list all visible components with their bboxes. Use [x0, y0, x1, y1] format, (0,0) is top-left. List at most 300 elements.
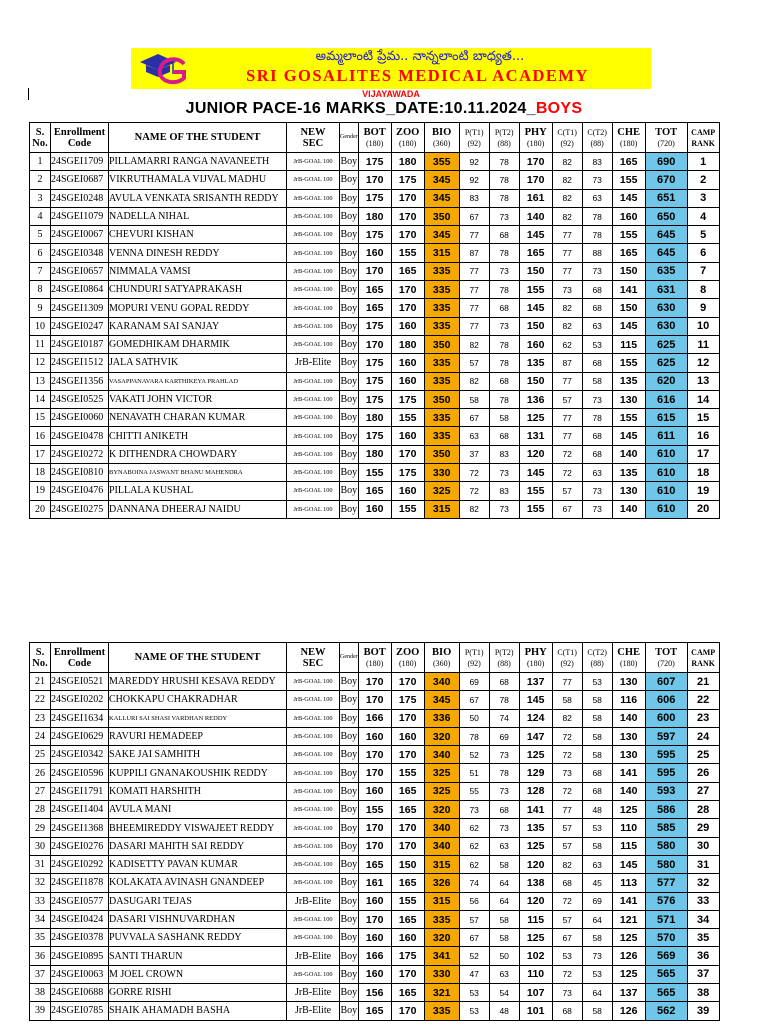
che-marks: 125	[612, 965, 645, 983]
chemistry-t2: 78	[582, 226, 612, 244]
physics-t1: 57	[459, 910, 489, 928]
camp-rank: 31	[687, 855, 719, 873]
student-name: GORRE RISHI	[109, 984, 287, 1002]
physics-t2: 69	[489, 727, 519, 745]
bio-marks: 330	[424, 464, 459, 482]
col-header-sno	[30, 643, 51, 673]
academy-name: SRI GOSALITES MEDICAL ACADEMY	[246, 66, 589, 85]
physics-t1: 77	[459, 317, 489, 335]
camp-rank: 8	[687, 281, 719, 299]
student-name: NENAVATH CHARAN KUMAR	[109, 409, 287, 427]
chemistry-t2: 63	[582, 189, 612, 207]
row-sno: 35	[30, 929, 51, 947]
enrollment-code: 24SGEI1309	[51, 299, 109, 317]
enrollment-code: 24SGEI0292	[51, 855, 109, 873]
row-sno: 3	[30, 189, 51, 207]
bot-marks: 160	[358, 965, 391, 983]
chemistry-t1: 82	[552, 855, 582, 873]
section: JrB-GOAL 100	[287, 910, 340, 928]
col-header-ct1	[552, 123, 582, 153]
student-name: BYNABOINA JASWANT BHANU MAHENDRA	[109, 464, 287, 482]
physics-t2: 78	[489, 764, 519, 782]
col-header-sno	[30, 123, 51, 153]
student-name: AVULA MANI	[109, 801, 287, 819]
row-sno: 16	[30, 427, 51, 445]
table-row	[30, 226, 720, 244]
enrollment-code: 24SGEI0577	[51, 892, 109, 910]
chemistry-t1: 77	[552, 427, 582, 445]
col-header-tot	[645, 123, 687, 153]
zoo-marks: 175	[391, 464, 424, 482]
physics-t2: 58	[489, 855, 519, 873]
chemistry-t1: 72	[552, 727, 582, 745]
zoo-marks: 170	[391, 709, 424, 727]
col-header-pt1	[459, 643, 489, 673]
section: JrB-GOAL 100	[287, 153, 340, 171]
section: JrB-Elite	[287, 984, 340, 1002]
camp-rank: 34	[687, 910, 719, 928]
col-header-pt2	[489, 643, 519, 673]
gender: Boy	[340, 464, 359, 482]
title-main: JUNIOR PACE-16 MARKS_DATE:10.11.2024_	[185, 100, 536, 117]
row-sno: 28	[30, 801, 51, 819]
camp-rank: 9	[687, 299, 719, 317]
gender: Boy	[340, 372, 359, 390]
col-header-bot-label: BOT	[363, 646, 386, 658]
enrollment-code: 24SGEI1079	[51, 207, 109, 225]
col-header-che-max: (180)	[620, 658, 638, 668]
table-row	[30, 892, 720, 910]
col-header-sno-max: No.	[32, 657, 48, 669]
student-name: SHAIK AHAMADH BASHA	[109, 1002, 287, 1020]
total-marks: 645	[645, 244, 687, 262]
section: JrB-GOAL 100	[287, 764, 340, 782]
col-header-zoo-max: (180)	[399, 138, 417, 148]
row-sno: 36	[30, 947, 51, 965]
chemistry-t1: 73	[552, 281, 582, 299]
student-name: CHEVURI KISHAN	[109, 226, 287, 244]
enrollment-code: 24SGEI0810	[51, 464, 109, 482]
col-header-camp-rank	[687, 643, 719, 673]
student-name: SANTI THARUN	[109, 947, 287, 965]
camp-rank: 5	[687, 226, 719, 244]
col-header-che-label: CHE	[617, 126, 641, 138]
gender: Boy	[340, 482, 359, 500]
bio-marks: 325	[424, 764, 459, 782]
table-row	[30, 500, 720, 518]
bot-marks: 155	[358, 801, 391, 819]
col-header-che	[612, 643, 645, 673]
table-row	[30, 910, 720, 928]
col-header-name-label: NAME OF THE STUDENT	[134, 652, 261, 663]
enrollment-code: 24SGEI0378	[51, 929, 109, 947]
bot-marks: 175	[358, 153, 391, 171]
col-header-ct2-max: (88)	[590, 658, 604, 668]
physics-t2: 78	[489, 335, 519, 353]
col-header-che-label: CHE	[617, 646, 641, 658]
bot-marks: 156	[358, 984, 391, 1002]
bot-marks: 160	[358, 929, 391, 947]
bio-marks: 355	[424, 153, 459, 171]
section: JrB-GOAL 100	[287, 801, 340, 819]
physics-t2: 58	[489, 929, 519, 947]
total-marks: 625	[645, 354, 687, 372]
zoo-marks: 170	[391, 837, 424, 855]
phy-marks: 102	[519, 947, 552, 965]
bio-marks: 350	[424, 207, 459, 225]
section: JrB-GOAL 100	[287, 782, 340, 800]
chemistry-t2: 53	[582, 673, 612, 691]
phy-marks: 136	[519, 390, 552, 408]
camp-rank: 4	[687, 207, 719, 225]
total-marks: 577	[645, 874, 687, 892]
chemistry-t2: 78	[582, 409, 612, 427]
camp-rank: 18	[687, 464, 719, 482]
phy-marks: 125	[519, 837, 552, 855]
phy-marks: 137	[519, 673, 552, 691]
row-sno: 32	[30, 874, 51, 892]
row-sno: 2	[30, 171, 51, 189]
zoo-marks: 155	[391, 244, 424, 262]
enrollment-code: 24SGEI0276	[51, 837, 109, 855]
bot-marks: 175	[358, 354, 391, 372]
table-row	[30, 409, 720, 427]
col-header-ct1	[552, 643, 582, 673]
phy-marks: 170	[519, 171, 552, 189]
student-name: VASAPPANAVARA KARTHIKEYA PRAHLAD	[109, 372, 287, 390]
chemistry-t1: 77	[552, 226, 582, 244]
student-name: PUVVALA SASHANK REDDY	[109, 929, 287, 947]
table-row	[30, 482, 720, 500]
chemistry-t2: 53	[582, 335, 612, 353]
camp-rank: 11	[687, 335, 719, 353]
chemistry-t1: 72	[552, 892, 582, 910]
physics-t2: 68	[489, 372, 519, 390]
camp-rank: 22	[687, 691, 719, 709]
col-header-pt1-max: (92)	[467, 658, 481, 668]
physics-t1: 74	[459, 874, 489, 892]
col-header-che	[612, 123, 645, 153]
col-header-sec-max: SEC	[302, 657, 324, 669]
phy-marks: 170	[519, 153, 552, 171]
che-marks: 155	[612, 171, 645, 189]
phy-marks: 128	[519, 782, 552, 800]
bot-marks: 170	[358, 746, 391, 764]
bot-marks: 170	[358, 764, 391, 782]
col-header-gender-label: Gender	[340, 134, 358, 140]
section: JrB-GOAL 100	[287, 929, 340, 947]
student-name: BHEEMIREDDY VISWAJEET REDDY	[109, 819, 287, 837]
chemistry-t1: 67	[552, 929, 582, 947]
physics-t1: 53	[459, 984, 489, 1002]
physics-t1: 77	[459, 226, 489, 244]
bio-marks: 335	[424, 281, 459, 299]
physics-t2: 74	[489, 709, 519, 727]
section: JrB-GOAL 100	[287, 409, 340, 427]
chemistry-t1: 82	[552, 299, 582, 317]
bio-marks: 335	[424, 317, 459, 335]
enrollment-code: 24SGEI0476	[51, 482, 109, 500]
zoo-marks: 165	[391, 984, 424, 1002]
chemistry-t2: 58	[582, 929, 612, 947]
student-name: NADELLA NIHAL	[109, 207, 287, 225]
col-header-phy	[519, 123, 552, 153]
academy-logo-icon	[138, 50, 188, 88]
total-marks: 570	[645, 929, 687, 947]
chemistry-t2: 58	[582, 709, 612, 727]
camp-rank: 17	[687, 445, 719, 463]
section: JrB-GOAL 100	[287, 691, 340, 709]
chemistry-t2: 73	[582, 947, 612, 965]
physics-t1: 77	[459, 262, 489, 280]
physics-t2: 68	[489, 299, 519, 317]
physics-t1: 72	[459, 464, 489, 482]
marks-table-2	[29, 642, 720, 1021]
camp-rank: 7	[687, 262, 719, 280]
bot-marks: 180	[358, 409, 391, 427]
phy-marks: 155	[519, 500, 552, 518]
che-marks: 145	[612, 189, 645, 207]
section: JrB-GOAL 100	[287, 226, 340, 244]
zoo-marks: 170	[391, 189, 424, 207]
camp-rank: 32	[687, 874, 719, 892]
camp-rank: 6	[687, 244, 719, 262]
table-row	[30, 335, 720, 353]
col-header-sec	[287, 643, 340, 673]
physics-t1: 82	[459, 335, 489, 353]
text-cursor	[28, 88, 29, 100]
che-marks: 155	[612, 226, 645, 244]
gender: Boy	[340, 855, 359, 873]
table-row	[30, 189, 720, 207]
camp-rank: 29	[687, 819, 719, 837]
total-marks: 650	[645, 207, 687, 225]
bio-marks: 345	[424, 171, 459, 189]
total-marks: 616	[645, 390, 687, 408]
che-marks: 141	[612, 892, 645, 910]
physics-t2: 50	[489, 947, 519, 965]
gender: Boy	[340, 281, 359, 299]
table-row	[30, 281, 720, 299]
bot-marks: 160	[358, 500, 391, 518]
enrollment-code: 24SGEI0424	[51, 910, 109, 928]
enrollment-code: 24SGEI0629	[51, 727, 109, 745]
col-header-bio-max: (360)	[433, 138, 451, 148]
col-header-enrollment-label: Enrollment	[53, 646, 106, 658]
gender: Boy	[340, 709, 359, 727]
col-header-enrollment	[51, 643, 109, 673]
phy-marks: 155	[519, 482, 552, 500]
total-marks: 630	[645, 317, 687, 335]
enrollment-code: 24SGEI1791	[51, 782, 109, 800]
che-marks: 130	[612, 673, 645, 691]
row-sno: 38	[30, 984, 51, 1002]
table-row	[30, 709, 720, 727]
chemistry-t1: 82	[552, 189, 582, 207]
col-header-enrollment	[51, 123, 109, 153]
table-row	[30, 372, 720, 390]
phy-marks: 145	[519, 464, 552, 482]
physics-t1: 82	[459, 372, 489, 390]
phy-marks: 145	[519, 299, 552, 317]
table-row	[30, 965, 720, 983]
col-header-tot	[645, 643, 687, 673]
camp-rank: 39	[687, 1002, 719, 1020]
phy-marks: 129	[519, 764, 552, 782]
chemistry-t1: 72	[552, 445, 582, 463]
che-marks: 141	[612, 281, 645, 299]
section: JrB-GOAL 100	[287, 855, 340, 873]
camp-rank: 26	[687, 764, 719, 782]
total-marks: 576	[645, 892, 687, 910]
row-sno: 15	[30, 409, 51, 427]
row-sno: 21	[30, 673, 51, 691]
chemistry-t2: 78	[582, 207, 612, 225]
row-sno: 29	[30, 819, 51, 837]
bio-marks: 315	[424, 855, 459, 873]
enrollment-code: 24SGEI0521	[51, 673, 109, 691]
zoo-marks: 160	[391, 929, 424, 947]
chemistry-t2: 68	[582, 427, 612, 445]
phy-marks: 150	[519, 317, 552, 335]
table-row	[30, 317, 720, 335]
bot-marks: 160	[358, 782, 391, 800]
bot-marks: 166	[358, 947, 391, 965]
bot-marks: 170	[358, 837, 391, 855]
chemistry-t2: 83	[582, 153, 612, 171]
student-name: K DITHENDRA CHOWDARY	[109, 445, 287, 463]
col-header-camp-rank-label: CAMP	[691, 127, 716, 137]
col-header-che-max: (180)	[620, 138, 638, 148]
gender: Boy	[340, 226, 359, 244]
physics-t2: 64	[489, 892, 519, 910]
bot-marks: 175	[358, 390, 391, 408]
physics-t2: 78	[489, 153, 519, 171]
row-sno: 37	[30, 965, 51, 983]
col-header-pt2-label: P(T2)	[494, 127, 514, 137]
section: JrB-GOAL 100	[287, 500, 340, 518]
zoo-marks: 170	[391, 226, 424, 244]
row-sno: 13	[30, 372, 51, 390]
table-row	[30, 819, 720, 837]
camp-rank: 16	[687, 427, 719, 445]
student-name: KADISETTY PAVAN KUMAR	[109, 855, 287, 873]
che-marks: 155	[612, 354, 645, 372]
physics-t1: 92	[459, 171, 489, 189]
phy-marks: 155	[519, 281, 552, 299]
physics-t1: 62	[459, 819, 489, 837]
physics-t2: 58	[489, 910, 519, 928]
total-marks: 580	[645, 837, 687, 855]
total-marks: 565	[645, 965, 687, 983]
col-header-tot-max: (720)	[657, 658, 675, 668]
bio-marks: 315	[424, 244, 459, 262]
bio-marks: 315	[424, 500, 459, 518]
chemistry-t1: 72	[552, 965, 582, 983]
chemistry-t2: 45	[582, 874, 612, 892]
zoo-marks: 160	[391, 317, 424, 335]
gender: Boy	[340, 354, 359, 372]
col-header-phy-label: PHY	[524, 646, 547, 658]
zoo-marks: 175	[391, 171, 424, 189]
camp-rank: 10	[687, 317, 719, 335]
enrollment-code: 24SGEI1512	[51, 354, 109, 372]
student-name: DASUGARI TEJAS	[109, 892, 287, 910]
che-marks: 140	[612, 782, 645, 800]
col-header-phy-max: (180)	[527, 658, 545, 668]
che-marks: 115	[612, 335, 645, 353]
row-sno: 12	[30, 354, 51, 372]
section: JrB-GOAL 100	[287, 837, 340, 855]
section: JrB-GOAL 100	[287, 874, 340, 892]
physics-t1: 52	[459, 947, 489, 965]
zoo-marks: 155	[391, 500, 424, 518]
bio-marks: 345	[424, 226, 459, 244]
bot-marks: 180	[358, 445, 391, 463]
col-header-sec-label: NEW	[300, 126, 326, 138]
physics-t2: 78	[489, 390, 519, 408]
col-header-gender	[340, 123, 359, 153]
col-header-gender-label: Gender	[340, 654, 358, 660]
col-header-name	[109, 123, 287, 153]
camp-rank: 38	[687, 984, 719, 1002]
phy-marks: 124	[519, 709, 552, 727]
table-row	[30, 354, 720, 372]
bot-marks: 170	[358, 910, 391, 928]
enrollment-code: 24SGEI0348	[51, 244, 109, 262]
total-marks: 565	[645, 984, 687, 1002]
chemistry-t2: 58	[582, 727, 612, 745]
gender: Boy	[340, 390, 359, 408]
enrollment-code: 24SGEI1709	[51, 153, 109, 171]
bot-marks: 160	[358, 244, 391, 262]
gender: Boy	[340, 727, 359, 745]
col-header-name-label: NAME OF THE STUDENT	[134, 132, 261, 143]
camp-rank: 28	[687, 801, 719, 819]
section: JrB-GOAL 100	[287, 390, 340, 408]
che-marks: 130	[612, 746, 645, 764]
physics-t2: 78	[489, 354, 519, 372]
enrollment-code: 24SGEI1404	[51, 801, 109, 819]
col-header-phy	[519, 643, 552, 673]
phy-marks: 161	[519, 189, 552, 207]
enrollment-code: 24SGEI0785	[51, 1002, 109, 1020]
chemistry-t2: 64	[582, 984, 612, 1002]
total-marks: 593	[645, 782, 687, 800]
student-name: SAKE JAI SAMHITH	[109, 746, 287, 764]
bio-marks: 340	[424, 746, 459, 764]
col-header-pt1	[459, 123, 489, 153]
col-header-ct1-label: C(T1)	[557, 647, 577, 657]
phy-marks: 120	[519, 855, 552, 873]
physics-t1: 58	[459, 390, 489, 408]
col-header-ct2	[582, 643, 612, 673]
row-sno: 14	[30, 390, 51, 408]
bot-marks: 175	[358, 427, 391, 445]
zoo-marks: 170	[391, 445, 424, 463]
bot-marks: 170	[358, 171, 391, 189]
table-header-row	[30, 643, 720, 673]
row-sno: 1	[30, 153, 51, 171]
physics-t1: 62	[459, 837, 489, 855]
section: JrB-GOAL 100	[287, 427, 340, 445]
table-row	[30, 262, 720, 280]
academy-city: VIJAYAWADA	[362, 89, 420, 99]
chemistry-t1: 77	[552, 409, 582, 427]
section: JrB-GOAL 100	[287, 189, 340, 207]
gender: Boy	[340, 1002, 359, 1020]
student-name: PILLAMARRI RANGA NAVANEETH	[109, 153, 287, 171]
